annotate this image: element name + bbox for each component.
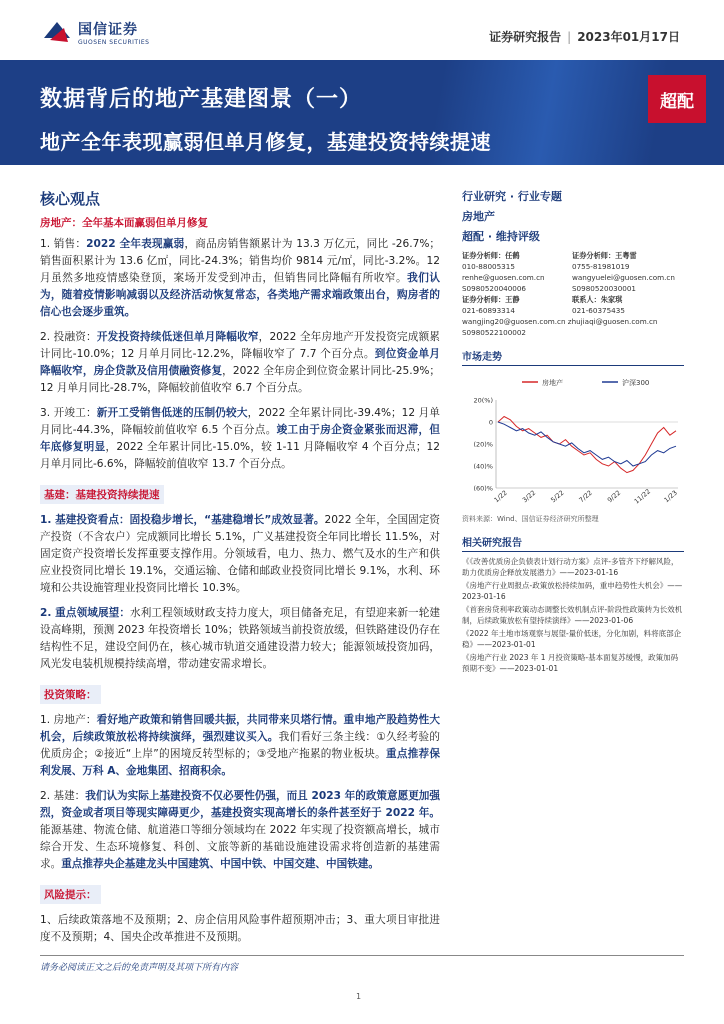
analyst-cert-line: S0980522100002: [462, 328, 527, 337]
guosen-logo-icon: [42, 18, 72, 46]
x-tick-label: 5/22: [549, 488, 566, 505]
report-item-title: 《首套房贷利率政策动态调整长效机制点评-阶段性政策转为长效机制，后续政策放松有望持续演绎》: [462, 605, 683, 625]
rating-badge: 超配: [648, 75, 706, 123]
para-highlight: 重点推荐保利发展、万科 A、金地集团、招商积余。: [40, 748, 441, 777]
report-date: 2023年01月17日: [577, 30, 680, 44]
sector-label: 房地产: [462, 210, 495, 223]
core-views-column: [40, 188, 440, 954]
x-tick-label: 7/22: [577, 488, 594, 505]
logo-name-en: GUOSEN SECURITIES: [78, 38, 150, 46]
market-trend-chart: [462, 370, 684, 512]
report-item[interactable]: [462, 652, 684, 674]
report-item[interactable]: [462, 556, 684, 578]
para-lead: 1. 销售：: [40, 238, 87, 250]
analyst-phone: 021-60375435: [572, 306, 625, 315]
footer-disclaimer: 请务必阅读正文之后的免责声明及其项下所有内容: [40, 963, 239, 973]
para-text: ，2022 全年房企到位资金累计同比-25.9%；12 月单月同比-28.7%，降幅较前值收窄 6.7 个百分点。: [40, 365, 440, 394]
legend-label: 沪深300: [622, 379, 650, 387]
para-lead: 2. 投融资：: [40, 331, 97, 343]
paragraph-infra-outlook: [40, 605, 440, 673]
sidebar-column: [462, 188, 684, 676]
para-text: ，商品房销售额累计为 13.3 万亿元，同比 -26.7%；销售面积累计为 13.6 亿㎡，同比-24.3%；销售均价 9814 元/㎡，同比-3.2%。12 月虽然多地疫情感染登顶，案场开发受到冲击，但销售同比降幅有所收窄。: [40, 238, 440, 284]
para-highlight: 到位资金单月降幅收窄，房企贷款及信用债融资修复: [40, 348, 440, 377]
logo: [42, 18, 149, 46]
para-text: 2022 全年，全国固定资产投资（不含农户）完成额同比增长 5.1%，广义基建投资全年同比增长 11.5%，对固定资产投资增长发挥重要支撑作用。分领域看，电力、热力、燃气及水的生产和供应业投资同比增长 19.1%，交通运输、仓储和邮政业投资同比增长 9.1%，水利、环境和公共设施管理业投资同比增长 10.3%。: [40, 514, 440, 594]
para-text: ，2022 全年累计同比-15.0%，较 1-11 月降幅收窄 4 个百分点；12 月单月同比-6.6%，降幅较前值收窄 13.7 个百分点。: [40, 441, 440, 470]
report-item[interactable]: [462, 628, 684, 650]
y-tick-label: 0: [488, 418, 493, 427]
paragraph-strategy-infra: [40, 788, 440, 873]
paragraph-strategy-realestate: [40, 712, 440, 780]
risk-heading: 风险提示：: [40, 885, 101, 904]
analyst-phone: 021-60893314: [462, 306, 515, 315]
y-tick-label: (20)%: [473, 440, 493, 449]
analyst-email-line[interactable]: wangjing20@guosen.com.cn zhujiaqi@guosen.com.cn: [462, 317, 658, 326]
para-highlight: 我们认为，随着疫情影响减弱以及经济活动恢复常态，各类地产需求端政策出台，购房者的信心也会逐步重筑。: [40, 272, 441, 318]
related-reports-title: 相关研究报告: [462, 534, 684, 552]
report-item-date: ——2023-01-16: [462, 581, 683, 601]
x-tick-label: 11/22: [632, 487, 653, 506]
analyst-name: 证券分析师：王粤雷: [572, 251, 637, 260]
analyst-email[interactable]: wangyuelei@guosen.com.cn: [572, 273, 675, 282]
report-item-title: 《房地产行业周报点-政策放松持续加码，重申趋势性大机会》: [462, 581, 668, 590]
x-tick-label: 9/22: [605, 488, 623, 505]
industry-label: 行业研究 · 行业专题: [462, 190, 562, 203]
page-number: 1: [356, 992, 362, 1001]
report-item-title: 《《改善优质房企负债表计划行动方案》点评-多管齐下纾解风险，助力优质房企释放发展潜力》: [462, 557, 679, 577]
paragraph-infra-focus: [40, 512, 440, 597]
para-text: ，2022 全年房地产开发投资完成额累计同比-10.0%；12 月单月同比-12.2%，降幅收窄了 7.7 个百分点。: [40, 331, 441, 360]
x-tick-label: 1/23: [662, 488, 679, 505]
x-tick-label: 3/22: [520, 488, 538, 505]
strategy-heading: 投资策略：: [40, 685, 101, 704]
para-text: 我们看好三条主线：①久经考验的优质房企；②接近“上岸”的困境反转型标的；③受地产拖累的物业板块。: [40, 731, 440, 760]
para-lead: 2. 基建：: [40, 790, 86, 802]
report-subtitle: 地产全年表现赢弱但单月修复，基建投资持续提速: [40, 130, 491, 154]
rating-label: 超配 · 维持评级: [462, 230, 540, 243]
para-text: ，2022 全年累计同比-39.4%；12 月单月同比-44.3%，降幅较前值收窄 6.5 个百分点。: [40, 407, 441, 436]
y-tick-label: (60)%: [473, 484, 493, 493]
chart-svg: [462, 370, 684, 512]
para-text: 水利工程领域财政支持力度大，项目储备充足，有望迎来新一轮建设高峰期，预测 2023 年投资增长 10%；铁路领域当前投资放缓，但铁路建设仍存在结构性不足，建设空间仍在，核心城市轨道交通建设潜力较大；能源领域投资加码，风光发电装机规模持续高增，带动建安需求增长。: [40, 607, 440, 670]
report-item-date: ——2023-01-01: [499, 664, 559, 673]
para-highlight: 固投稳步增长，“基建稳增长”成效显著。: [129, 514, 325, 526]
analyst-cert: S0980520030001: [572, 284, 637, 293]
para-highlight: 新开工受销售低迷的压制仍较大: [96, 407, 248, 419]
report-item[interactable]: [462, 580, 684, 602]
report-type: 证券研究报告: [489, 30, 562, 44]
paragraph-investment: [40, 329, 440, 397]
series-line: [498, 417, 676, 473]
chart-source: 资料来源：Wind、国信证券经济研究所整理: [462, 515, 599, 523]
para-highlight: 竣工由于房企资金紧张而迟滞，但年底修复明显: [40, 424, 440, 453]
analyst-cert: S0980520040006: [462, 284, 527, 293]
para-lead: 1. 房地产：: [40, 714, 97, 726]
realestate-heading: 房地产：全年基本面赢弱但单月修复: [40, 217, 208, 229]
paragraph-risk: 1、后续政策落地不及预期；2、房企信用风险事件超预期冲击；3、重大项目审批进度不及预期；4、国央企改革推进不及预期。: [40, 914, 440, 943]
para-highlight: 重点推荐央企基建龙头中国建筑、中国中铁、中国交建、中国铁建。: [61, 858, 379, 870]
market-trend-title: 市场走势: [462, 348, 684, 366]
report-item[interactable]: [462, 604, 684, 626]
analyst-phone: 010-88005315: [462, 262, 515, 271]
footer-divider: [40, 955, 684, 956]
para-highlight: 我们认为实际上基建投资不仅必要性仍强，而且 2023 年的政策意愿更加强烈，资金或者项目等现实障碍更少，基建投资实现高增长的条件甚至好于 2022 年。: [40, 790, 440, 819]
infra-heading: 基建：基建投资持续提速: [40, 485, 164, 504]
analyst-contacts: [462, 250, 684, 338]
report-item-title: 《2022 年土地市场观察与展望-量价低迷，分化加剧，料将底部企稳》: [462, 629, 682, 649]
analyst-email[interactable]: renhe@guosen.com.cn: [462, 273, 545, 282]
page-header: [0, 0, 724, 60]
legend-label: 房地产: [542, 379, 563, 387]
report-title: 数据背后的地产基建图景（一）: [40, 87, 363, 112]
y-tick-label: 20(%): [473, 396, 493, 405]
report-item-date: ——2023-01-01: [477, 640, 536, 649]
analyst-name: 联系人：朱家琪: [572, 295, 623, 304]
logo-name-cn: 国信证券: [78, 21, 138, 38]
para-highlight: 看好地产政策和销售回暖共振，共同带来贝塔行情。重申地产股趋势性大机会，后续政策放松将持续演绎，强烈建议买入。: [40, 714, 441, 743]
paragraph-sales: [40, 236, 440, 321]
para-highlight: 2022 全年表现赢弱: [86, 238, 185, 250]
para-text: 能源基建、物流仓储、航道港口等细分领域均在 2022 年实现了投资额高增长，城市综合开发、生态环境修复、科创、文旅等新的基础设施建设需求将创造新的基建需求。: [40, 824, 440, 870]
analyst-phone: 0755-81981019: [572, 262, 630, 271]
para-lead: 3. 开竣工：: [40, 407, 97, 419]
series-line: [498, 422, 676, 466]
report-item-date: ——2023-01-16: [559, 568, 619, 577]
header-separator: |: [567, 30, 572, 44]
y-tick-label: (40)%: [473, 462, 493, 471]
core-views-title: 核心观点: [40, 190, 101, 208]
report-item-title: 《房地产行业 2023 年 1 月投资策略-基本面复苏缓慢，政策加码预期不变》: [462, 653, 679, 673]
analyst-name: 证券分析师：王静: [462, 295, 520, 304]
report-item-date: ——2023-01-06: [574, 616, 634, 625]
analyst-name: 证券分析师：任鹤: [462, 251, 520, 260]
header-meta: [489, 28, 680, 45]
title-banner: [0, 60, 724, 165]
paragraph-construction: [40, 405, 440, 473]
para-lead: 1. 基建投资看点：: [40, 514, 130, 526]
x-tick-label: 1/22: [492, 488, 509, 505]
para-lead: 2. 重点领域展望：: [40, 607, 131, 619]
para-highlight: 开发投资持续低迷但单月降幅收窄: [96, 331, 259, 343]
related-reports-list: [462, 556, 684, 674]
